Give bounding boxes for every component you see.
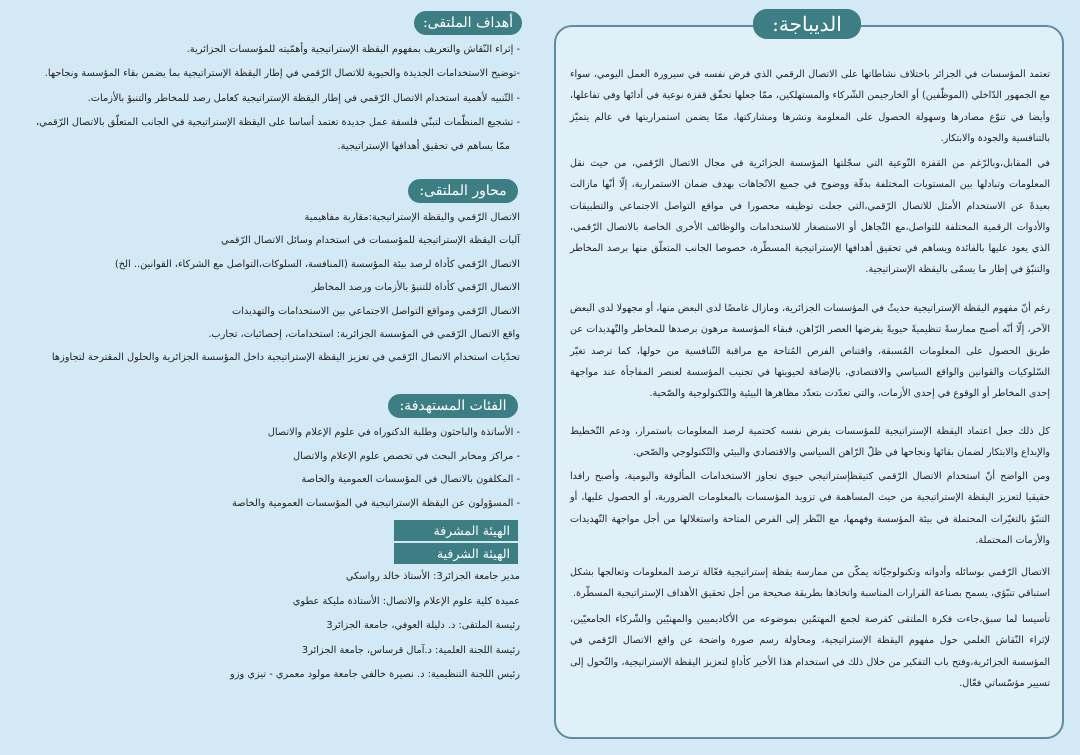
preamble-paragraph: رغم أنّ مفهوم اليقظة الإستراتيجية حديثٌ في المؤسسات الجزائرية، ومازال غامضًا لدى البعض منها، أو مجهولا لدى البعض الآخر، إلّا أنّه أصبح ممارسةً تنظيميةً حيويةً يفرضها العصر الرّاهن، فبقاء المؤسسة مرهون برصدها للمخاطر والتّهديدات عن طريق الحصول على المعلومات المُسبقة، واقتناص الفرص المُتاحة مع مراقبة التّنافسية من حولها، كما ترصد تغيّر السّلوكيات والقوانين والواقع السياسي والاقتصادي، بالإضافة لحيويتها في تجنيب المؤسسة لعنصر المفاجأة عند مواجهة إحدى المخاطر أو الوقوع في إحدى الأزمات، والتي تعدّدت بتعدّد مظاهرها البيئية والتّكنولوجية والصّحية. [570, 303, 1050, 400]
preamble-paragraph: تأسيسا لما سبق،جاءت فكرة الملتقى كفرصة لجمع المهتمّين بموضوعه من الأكاديميين والمهنيّين والشّركاء الجامعيّين، لإثراء النّقاش العلمي حول مفهوم اليقظة الإستراتيجية، ومحاولة رسم صورة واضحة عن واقع الاتصال الرّقمي في المؤسسة الجزائرية،وفتح باب التفكير من خلال ذلك في استخدام هذا الأخير كأداةٍ لتعزيز اليقظة الإستراتيجية، والتّحول إلى تسيير مؤسّساتي فعّال. [570, 614, 1050, 689]
committee-member: رئيس اللجنة التنظيمية: د. نصيرة خالفي جامعة مولود معمري - تيزي وزو [230, 669, 520, 680]
axis-item: الاتصال الرّقمي ومواقع التواصل الاجتماعي بين الاستخدامات والتهديدات [231, 305, 520, 317]
axis-item: الاتصال الرّقمي واليقظة الإستراتيجية:مقاربة مفاهيمية [304, 212, 520, 223]
targets-title: الفئات المستهدفة: [388, 394, 518, 418]
goal-item: - تشجيع المنظّمات لتبنّي فلسفة عمل جديدة تعتمد أساسا على اليقظة الإستراتيجية في الجانب المتعلّق بالاتصال الرّقمي، [36, 116, 520, 128]
axis-item: الاتصال الرّقمي كأداة لرصد بيئة المؤسسة (المنافسة، السلوكات،التواصل مع الشركاء، القوانين.. الخ) [114, 258, 520, 270]
axis-item: واقع الاتصال الرّقمي في المؤسسة الجزائرية: استخدامات، إحصائيات، تجارب. [208, 328, 520, 340]
target-item: - المسؤولون عن اليقظة الإستراتيجية في المؤسسات العمومية والخاصة [232, 497, 520, 509]
axis-item: الاتصال الرّقمي كأداة للتنبؤ بالأزمات ورصد المخاطر [311, 282, 520, 294]
goal-item: - التّنبيه لأهمية استخدام الاتصال الرّقمي في إطار اليقظة الإستراتيجية كعامل رصد للمخاطر والتنبؤ بالأزمات. [87, 92, 520, 104]
preamble-paragraph: ومن الواضح أنّ استخدام الاتصال الرّقمي كتيقظإستراتيجي حيوي تجاوز الاستخدامات المألوفة واليومية، وأصبح رافدا حقيقيا لتعزيز اليقظة الإستراتيجية من حيث المساهمة في تزويد المؤسسات بالمعلومات الضرورية، أو الحصول عليها، أو التنبّؤ بالتغيّرات المحتملة في بيئة المؤسسة وفهمها، مع النّظر إلى الفرص المتاحة واستغلالها من أجل مواجهة التّهديدات والأزمات المحتملة. [570, 471, 1050, 546]
axis-item: تحدّيات استخدام الاتصال الرّقمي في تعزيز اليقظة الإستراتيجية داخل المؤسسة الجزائرية والحلول المقترحة لتجاوزها [51, 352, 520, 364]
committee-member: عميدة كلية علوم الإعلام والاتصال: الأستاذة مليكة عطوي [292, 595, 520, 607]
committee-list [230, 565, 520, 688]
target-item: - المكلفون بالاتصال في المؤسسات العمومية والخاصة [301, 474, 520, 486]
axis-item: آليات اليقظة الإستراتيجية للمؤسسات في استخدام وسائل الاتصال الرّقمي [221, 235, 520, 247]
axes-title: محاور الملتقى: [408, 179, 518, 203]
target-item: - مراكز ومخابر البحث في تخصص علوم الإعلام والاتصال [293, 450, 520, 462]
preamble-paragraph: في المقابل،وبالرّغم من القفزة النّوعية التي سجّلتها المؤسسة الجزائرية في مجال الاتصال الرّقمي، من حيث نقل المعلومات وتبادلها بين المستويات المختلفة بدقّة ووضوح في جميع الاتّجاهات بهدف ضمان الاستمرارية، إلّا أنّها مازالت بعيدةً عن الاستخدام الأمثل للاتصال الرّقمي،التي جعلت توظيفه محصورا في مواقع التواصل الاجتماعي والتطبيقات والأدوات الرقمية المختلفة للتواصل،مع التّجاهل أو الاستصغار للاستخدامات والوظائف الأخرى الخاصة بالاتصال الرّقمي، الذي يعود عليها بالفائدة ويساهم في تحقيق أهدافها الإستراتيجية المسطّرة، خصوصا الجانب المتعلّق منها برصد المخاطر والتنبّؤ في إطار ما يسمّى باليقظة الإستراتيجية. [570, 158, 1050, 276]
preamble-paragraph: الاتصال الرّقمي بوسائله وأدواته وتكنولوجيّاته يمكّن من ممارسة يقظة إستراتيجية فعّالة ترصد المعلومات وتعالجها بشكل استباقي تنبّؤي، يسمح بصناعة القرارات المناسبة واتخاذها بطريقة صحيحة من أجل تحقيق الأهداف الإستراتيجية المسطّرة. [570, 567, 1050, 600]
preamble-paragraph: تعتمد المؤسسات في الجزائر باختلاف نشاطاتها على الاتصال الرقمي الذي فرض نفسه في سيرورة العمل اليومي، سواء مع الجمهور الدّاخلي (الموظّفين) أو الخارجيمن الشّركاء والمستهلكين، ممّا جعلها تحقّق قفزة نوعية في أدائها وفي تفاعلها، وأيضا في تنوّع مصادرها وسهولة الحصول على المعلومة ونشرها ومشاركتها، ممّا يضمن استمراريتها في عالم يتميّز بالتنافسية والجودة والابتكار. [570, 69, 1050, 144]
goals-list [36, 38, 520, 159]
organizing-committee-heading: الهيئة المشرفة [394, 520, 518, 541]
goals-title: أهداف الملتقى: [414, 11, 522, 35]
goal-item: - إثراء النّقاش والتعريف بمفهوم اليقظة الإستراتيجية وأهمّيته للمؤسسات الجزائرية. [186, 44, 520, 55]
committee-member: رئيسة الملتقى: د. دليلة العوفي، جامعة الجزائر3 [326, 620, 520, 631]
committee-member: رئيسة اللجنة العلمية: د.آمال قرساس، جامعة الجزائر3 [301, 644, 520, 656]
preamble-title: الديباجة: [753, 9, 861, 39]
preamble-paragraph: كل ذلك جعل اعتماد اليقظة الإستراتيجية للمؤسسات يفرض نفسه كحتمية لرصد المعلومات باستمرار، ودعم التّخطيط والإبداع والابتكار لضمان بقائها ونجاحها في ظلّ الرّاهن السياسي والاقتصادي والبيئي والتّكنولوجي والصّحي. [570, 426, 1050, 459]
target-item: - الأساتذة والباحثون وطلبة الدكتوراه في علوم الإعلام والاتصال [267, 427, 520, 438]
goal-item: -توضيح الاستخدامات الجديدة والحيوية للاتصال الرّقمي في إطار اليقظة الإستراتيجية بما يضمن بقاء المؤسسة ونجاحها. [44, 68, 520, 80]
committee-member: مدير جامعة الجزائر3: الأستاذ خالد رواسكي [345, 571, 520, 582]
honorary-committee-heading: الهيئة الشرفية [394, 543, 518, 564]
targets-list [232, 421, 520, 515]
goal-item: ممّا يساهم في تحقيق أهدافها الإستراتيجية. [337, 141, 510, 153]
axes-list [52, 206, 520, 370]
